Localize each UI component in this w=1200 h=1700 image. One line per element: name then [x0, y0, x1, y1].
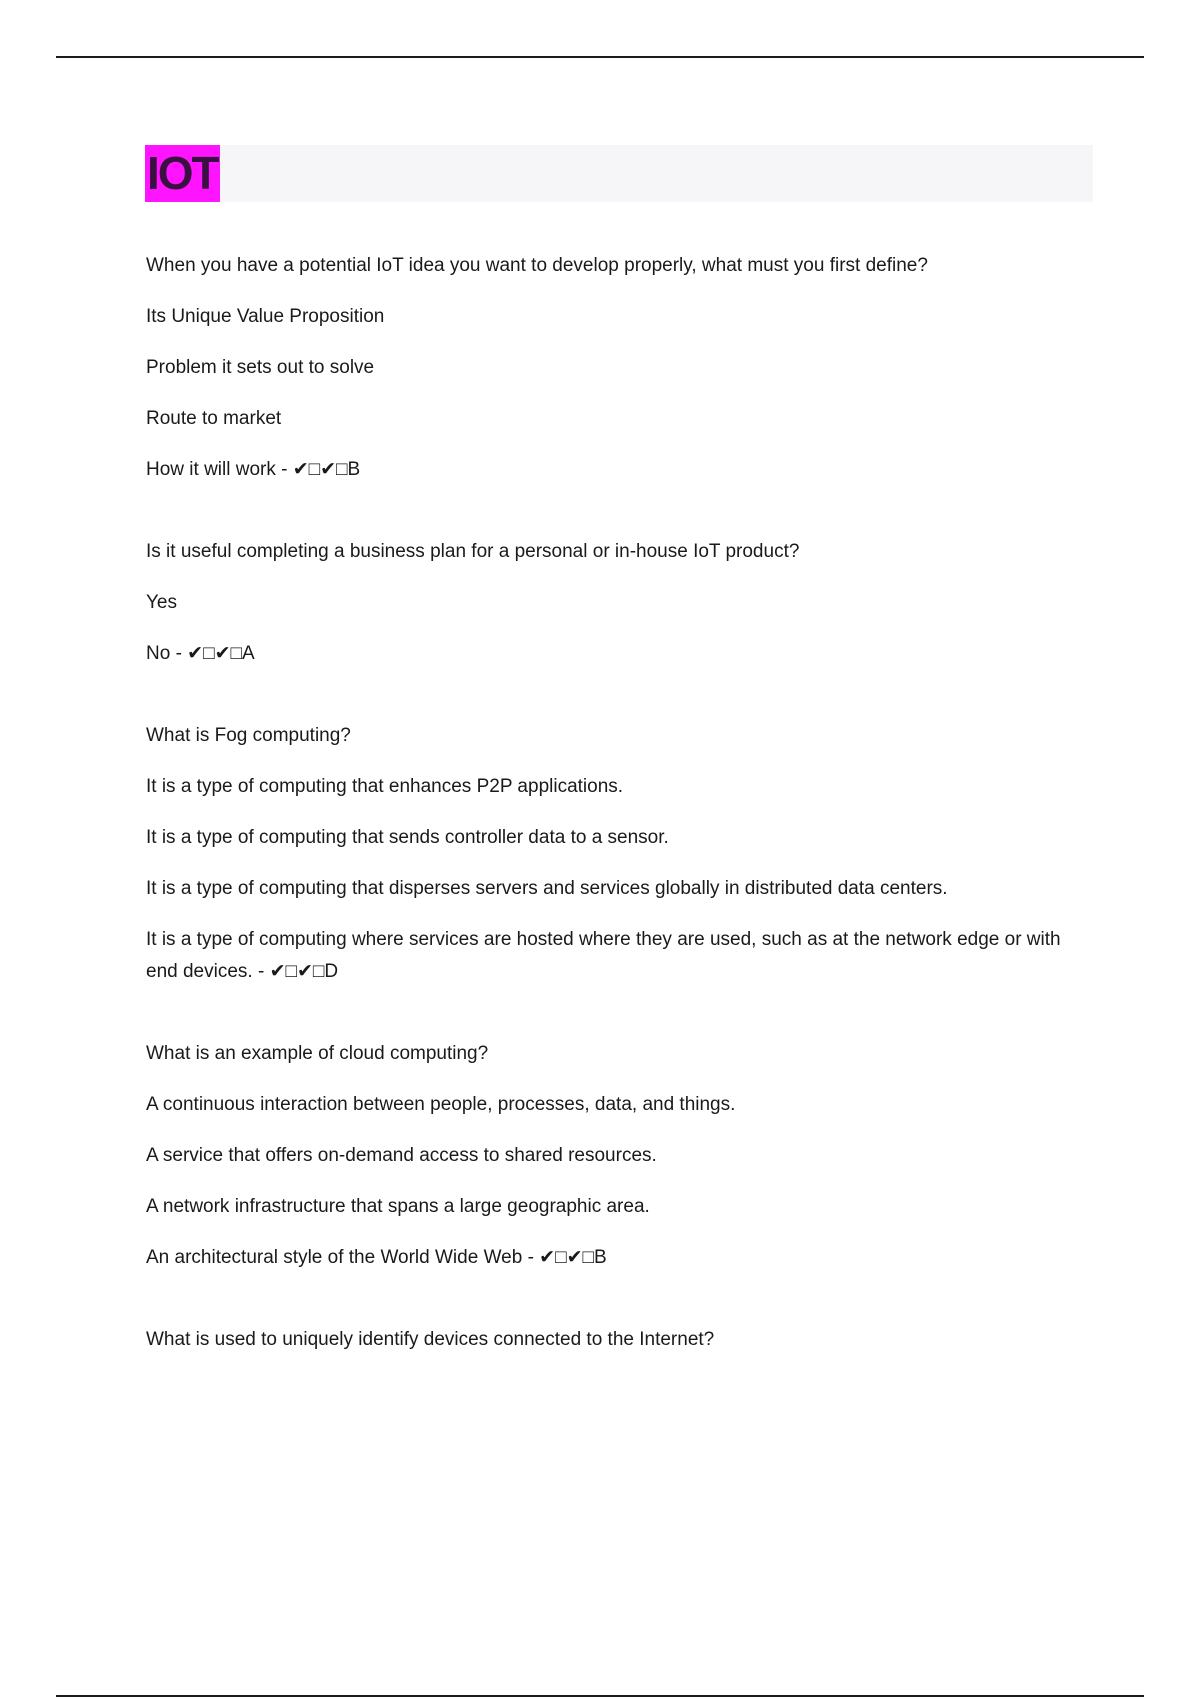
answer-option: No - ✔□✔□A	[146, 643, 255, 664]
question-block-2	[146, 536, 1096, 670]
answer-option: An architectural style of the World Wide Web - ✔□✔□B	[146, 1247, 607, 1268]
answer-option: How it will work - ✔□✔□B	[146, 459, 361, 480]
question-block-4	[146, 1038, 1096, 1274]
document-body	[146, 250, 1096, 1406]
answer-option: A service that offers on-demand access to shared resources.	[146, 1145, 657, 1166]
answer-option: Yes	[146, 592, 177, 613]
answer-option: A network infrastructure that spans a large geographic area.	[146, 1196, 650, 1217]
question-block-3	[146, 720, 1096, 988]
question-text: What is an example of cloud computing?	[146, 1043, 489, 1064]
question-text: What is Fog computing?	[146, 725, 351, 746]
document-title: IOT	[145, 145, 220, 202]
answer-option: It is a type of computing that enhances P2P applications.	[146, 776, 624, 797]
answer-option: It is a type of computing where services are hosted where they are used, such as at the network edge or with end devices. - ✔□✔□D	[146, 929, 1061, 982]
title-band	[145, 145, 1093, 202]
top-rule	[56, 56, 1144, 58]
answer-option: Problem it sets out to solve	[146, 357, 375, 378]
answer-option: It is a type of computing that sends controller data to a sensor.	[146, 827, 669, 848]
question-text: What is used to uniquely identify devices connected to the Internet?	[146, 1329, 715, 1350]
question-text: Is it useful completing a business plan for a personal or in-house IoT product?	[146, 541, 800, 562]
answer-option: A continuous interaction between people, processes, data, and things.	[146, 1094, 736, 1115]
question-block-5	[146, 1324, 1096, 1356]
question-text: When you have a potential IoT idea you want to develop properly, what must you first define?	[146, 255, 928, 276]
bottom-rule	[56, 1695, 1144, 1697]
answer-option: Its Unique Value Proposition	[146, 306, 385, 327]
answer-option: Route to market	[146, 408, 282, 429]
answer-option: It is a type of computing that disperses servers and services globally in distributed data centers.	[146, 878, 948, 899]
question-block-1	[146, 250, 1096, 486]
